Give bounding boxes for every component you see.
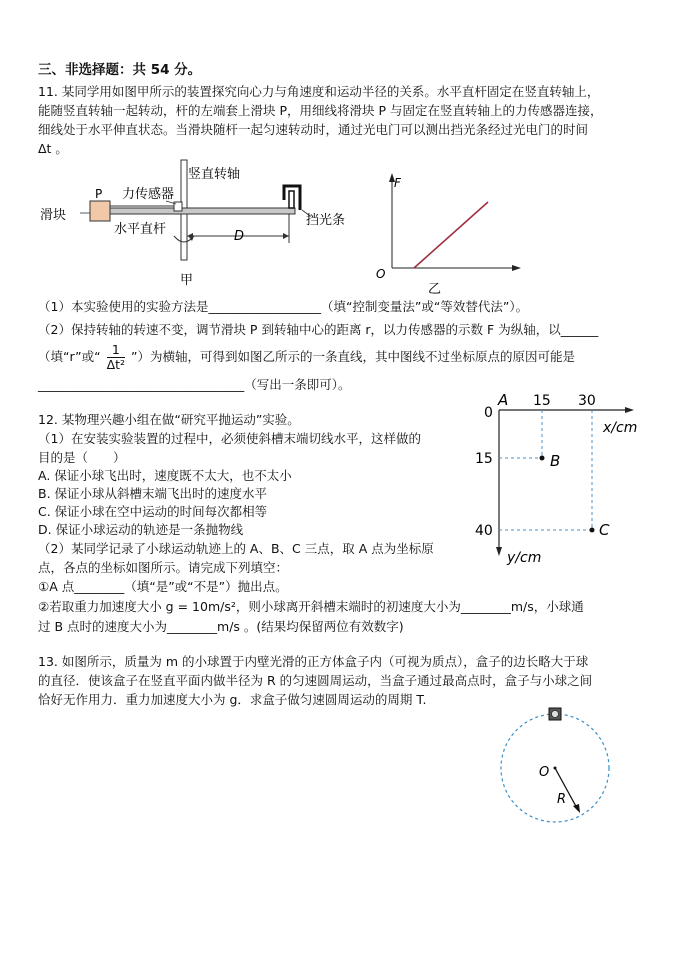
y-axis-label: y/cm	[507, 550, 542, 566]
label-b: B	[550, 452, 561, 470]
data-line	[414, 202, 488, 268]
label-f: F	[394, 176, 401, 190]
q11-sub-2a: （2）保持转轴的转速不变，调节滑块 P 到转轴中心的距离 r，以力传感器的示数 F 为纵轴，以______	[38, 322, 599, 337]
fraction-1-over-dt2	[107, 343, 125, 372]
label-o: O	[539, 765, 550, 780]
figure-yi	[368, 170, 528, 295]
q11-sub-1: （1）本实验使用的实验方法是__________________（填“控制变量法”或“等效替代法”）。	[38, 299, 529, 314]
q12-line-12: 过 B 点时的速度大小为________m/s 。(结果均保留两位有效数字)	[38, 619, 404, 634]
fraction-numerator: 1	[111, 342, 120, 357]
label-a: A	[498, 391, 509, 409]
label-d: D	[234, 229, 245, 244]
q13-line-1: 13. 如图所示，质量为 m 的小球置于内壁光滑的正方体盒子内（可视为质点），盒子的边长略大于球	[38, 654, 589, 669]
q12-option-d: D. 保证小球运动的轨迹是一条抛物线	[38, 522, 244, 537]
caption-yi: 乙	[428, 282, 442, 295]
q12-line-9: 点，各点的坐标如图所示。请完成下列填空：	[38, 560, 289, 575]
q11-line-2: 能随竖直转轴一起转动，杆的左端套上滑块 P，用细线将滑块 P 与固定在竖直转轴上的力传感器连接，	[38, 103, 603, 118]
q12-line-1: 12. 某物理兴趣小组在做“研究平抛运动”实验。	[38, 412, 300, 427]
label-light-block: 挡光条	[306, 213, 346, 228]
point-b	[540, 456, 545, 461]
slider-block	[90, 201, 110, 221]
label-vertical-shaft: 竖直转轴	[188, 167, 241, 182]
label-p: P	[95, 187, 103, 201]
x-tick-30: 30	[578, 393, 596, 409]
q12-option-c: C. 保证小球在空中运动的时间每次都相等	[38, 504, 268, 519]
y-tick-40: 40	[475, 523, 493, 539]
q12-option-a: A. 保证小球飞出时，速度既不太大，也不太小	[38, 468, 292, 483]
label-force-sensor: 力传感器	[122, 187, 175, 202]
x-tick-15: 15	[533, 393, 551, 409]
caption-jia: 甲	[180, 273, 194, 288]
q11-line-1: 11. 某同学用如图甲所示的装置探究向心力与角速度和运动半径的关系。水平直杆固定在竖直转轴上，	[38, 84, 600, 99]
figure-trajectory-points	[470, 386, 660, 576]
x-axis-label: x/cm	[603, 420, 638, 436]
q13-line-3: 恰好无作用力．重力加速度大小为 g．求盒子做匀速圆周运动的周期 T.	[38, 692, 427, 707]
q11-sub-2b	[38, 341, 652, 373]
point-c	[590, 528, 595, 533]
figure-jia	[38, 158, 358, 293]
q12-line-8: （2）某同学记录了小球运动轨迹上的 A、B、C 三点，取 A 点为坐标原	[38, 541, 434, 556]
fraction-denominator: Δt²	[106, 357, 126, 372]
label-r: R	[557, 792, 567, 807]
q12-line-10: ①A 点________（填“是”或“不是”）抛出点。	[38, 579, 288, 594]
q13-line-2: 的直径．使该盒子在竖直平面内做半径为 R 的匀速圆周运动，当盒子通过最高点时，盒子与小球之间	[38, 673, 593, 688]
figure-circular-motion	[495, 702, 625, 826]
light-block-strip	[289, 191, 294, 208]
horizontal-rod	[90, 208, 295, 214]
q12-line-11: ②若取重力加速度大小 g = 10m/s²，则小球离开斜槽末端时的初速度大小为________m/s，小球通	[38, 599, 584, 614]
q11-line-4: Δt 。	[38, 141, 68, 156]
label-slider: 滑块	[40, 208, 67, 223]
label-origin: O	[376, 267, 386, 281]
q11-sub-2b-pre: （填“r”或“	[38, 349, 101, 364]
q12-line-3: 目的是（ ）	[38, 450, 126, 465]
q11-sub-2c: _________________________________（写出一条即可）。	[38, 377, 351, 392]
label-origin-0: 0	[484, 405, 493, 421]
ball	[552, 711, 559, 718]
label-horizontal-rod: 水平直杆	[114, 222, 167, 237]
q11-sub-2b-post: ”）为横轴，可得到如图乙所示的一条直线，其中图线不过坐标原点的原因可能是	[131, 349, 576, 364]
q11-line-3: 细线处于水平伸直状态。当滑块随杆一起匀速转动时，通过光电门可以测出挡光条经过光电门的时间	[38, 122, 589, 137]
label-c: C	[599, 521, 610, 539]
q12-option-b: B. 保证小球从斜槽末端飞出时的速度水平	[38, 486, 268, 501]
q12-line-2: （1）在安装实验装置的过程中，必须使斜槽末端切线水平，这样做的	[38, 431, 421, 446]
y-tick-15: 15	[475, 451, 493, 467]
section-title: 三、非选择题：共 54 分。	[38, 62, 202, 78]
center-point	[554, 767, 557, 770]
